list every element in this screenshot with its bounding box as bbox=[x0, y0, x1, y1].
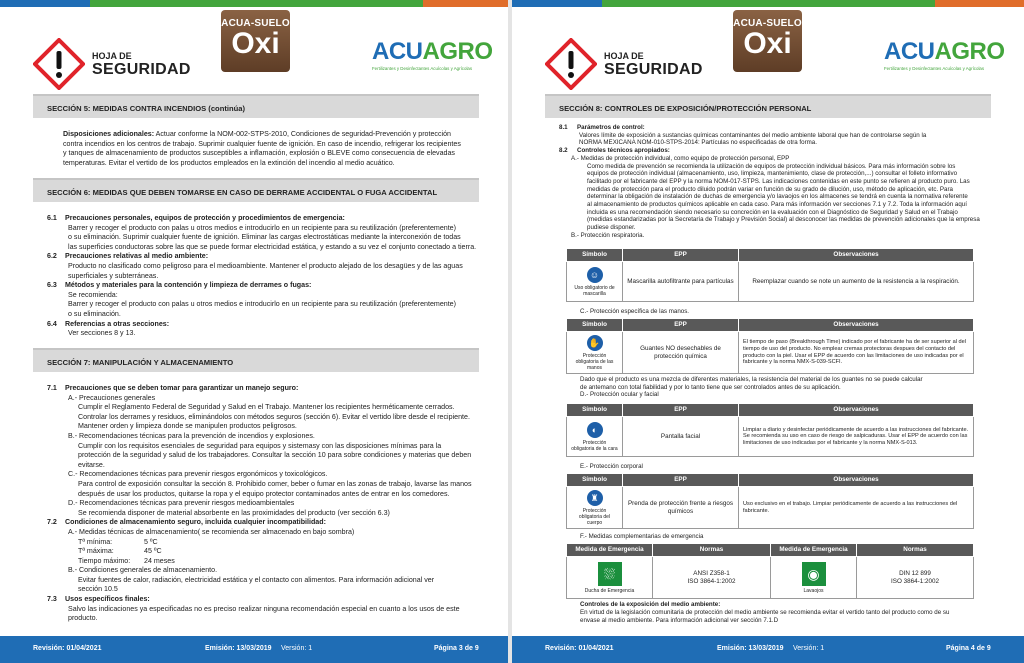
logo-tagline: Fertilizantes y Desinfectantes Acuícolas y Agrícolas bbox=[372, 66, 473, 71]
section-5-header: SECCIÓN 5: MEDIDAS CONTRA INCENDIOS (continúa) bbox=[33, 94, 479, 118]
text: (medidas estandarizadas por la Secretaría de Trabajo y Previsión Social) al desconocer las medidas de prevención adicionales que la empresa bbox=[587, 216, 980, 224]
text: o su eliminación. bbox=[68, 309, 121, 318]
section-8-body bbox=[545, 124, 991, 240]
storage-value: 45 ºC bbox=[144, 547, 162, 556]
text: sección 10.5 bbox=[78, 585, 118, 594]
text: temperaturas. Evitar el vertido de los productos empleados en la extinción del incendio al medio acuático. bbox=[63, 158, 395, 167]
th-observations: Observaciones bbox=[739, 249, 974, 262]
table-row bbox=[567, 557, 974, 599]
top-color-bar bbox=[0, 0, 512, 7]
th-symbol: Símbolo bbox=[567, 474, 623, 487]
text: Salvo las indicaciones ya especificadas no es preciso realizar ninguna recomendación especial en cuanto a los usos de este bbox=[68, 604, 460, 613]
text: producto. bbox=[68, 614, 98, 623]
table-header-row bbox=[567, 474, 974, 487]
revision: Revisión: 01/04/2021 bbox=[545, 645, 614, 652]
item-title: Referencias a otras secciones: bbox=[65, 319, 170, 328]
symbol-label: Protección obligatoria de las manos bbox=[575, 352, 614, 371]
text: Valores límite de exposición a sustancias químicas contaminantes del medio ambiente laboral que han de controlarse según la bbox=[579, 131, 927, 139]
emission: Emisión: 13/03/2019 bbox=[205, 645, 272, 652]
hazard-warning-icon bbox=[33, 38, 85, 90]
body-subtitle: E.- Protección corporal bbox=[580, 463, 643, 470]
text: Barrer y recoger el producto con palas u otros medios e introducirlo en un recipiente para su reutilización (preferentemente) bbox=[68, 300, 456, 309]
text: A.- Medidas técnicas de almacenamiento( se recomienda ser almacenado en bajo sombra) bbox=[68, 527, 355, 536]
doc-type-label: HOJA DE bbox=[604, 51, 644, 61]
text: D.- Protección ocular y facial bbox=[580, 391, 659, 399]
norm: ANSI Z358-1 bbox=[693, 569, 730, 577]
th-symbol: Símbolo bbox=[567, 249, 623, 262]
th-epp: EPP bbox=[623, 319, 739, 332]
protective-suit-icon: ♜ bbox=[587, 490, 603, 506]
text: de antemano con total fiabilidad y por lo tanto tiene que ser controlados antes de su aplicación. bbox=[580, 383, 841, 391]
text: determinar la obligación de instalación de duchas de emergencia y/o lavaojos en los almacenes se tendrá en cuenta la normativa referente bbox=[587, 193, 968, 201]
environment-controls bbox=[580, 601, 980, 625]
text: B.- Recomendaciones técnicas para la prevención de incendios y explosiones. bbox=[68, 431, 315, 440]
observation-cell: El tiempo de paso (Breakthrough Time) indicado por el fabricante ha de ser superior al del tiempo de uso del producto. No emplear cremas protectoras despues del contacto del producto con la piel. Usar el EPP de acuerdo con las limitaciones de uso indicadas por el fabricante y la norma NMX-S-039-SCFI. bbox=[739, 332, 974, 374]
text: al almacenamiento de productos químicos aplicable en cada caso. Para más información ver secciones 7.1 y 7.2. Toda la información aquí bbox=[587, 201, 967, 209]
emission: Emisión: 13/03/2019 bbox=[717, 645, 784, 652]
symbol-label: Protección obligatoria de la cara bbox=[571, 439, 618, 452]
text: facilitado por el fabricante del EPP y la norma NOM-017-STPS. Las indicaciones contenidas en este punto se refieren al producto puro. Las bbox=[587, 177, 970, 185]
product-logo-main: Oxi bbox=[231, 27, 280, 60]
eyewash-icon: ◉ bbox=[802, 562, 826, 586]
storage-key: Tiempo máximo: bbox=[78, 556, 131, 565]
item-number: 8.1 bbox=[559, 124, 568, 131]
text: B.- Protección respiratoria. bbox=[571, 231, 645, 239]
th-norms: Normas bbox=[653, 544, 771, 557]
text: equipos de protección individual (almacenamiento, uso, limpieza, mantenimiento, clase de protección,...) consultar el folleto informativo bbox=[587, 170, 958, 178]
text: Barrer y recoger el producto con palas u otros medios e introducirlo en un recipiente para su reutilización (preferentemente) bbox=[68, 223, 456, 232]
ppe-table-hands bbox=[566, 318, 974, 374]
mask-icon: ☺ bbox=[587, 267, 603, 283]
text: contra incendios en los centros de trabajo. Suprimir cualquier fuente de ignición. En caso de incendio, refrigerar los recipientes bbox=[63, 139, 461, 148]
text: NORMA MEXICANA NOM-010-STPS-2014: Partículas no especificadas de otra forma. bbox=[579, 139, 817, 147]
product-logo bbox=[221, 10, 290, 72]
item-title: Condiciones de almacenamiento seguro, incluida cualquier incompatibilidad: bbox=[65, 518, 326, 527]
gloves-icon: ✋ bbox=[587, 335, 603, 351]
section-7-body bbox=[33, 384, 479, 624]
table-row bbox=[567, 417, 974, 457]
product-logo bbox=[733, 10, 802, 72]
text: o su eliminación. Suprimir cualquier fuente de ignición. Eliminar las cargas electrostáticas mediante la interconexión de todas bbox=[68, 233, 461, 242]
label: Disposiciones adicionales: bbox=[63, 130, 155, 138]
item-title: Precauciones que se deben tomar para garantizar un manejo seguro: bbox=[65, 384, 299, 392]
th-measure: Medida de Emergencia bbox=[567, 544, 653, 557]
table-row bbox=[567, 262, 974, 302]
text: Producto no clasificado como peligroso para el medioambiente. Mantener el producto alejado de los desagües y de las aguas bbox=[68, 261, 463, 270]
table-header-row bbox=[567, 544, 974, 557]
th-symbol: Símbolo bbox=[567, 404, 623, 417]
logo-part-a: ACU bbox=[372, 38, 423, 65]
emergency-subtitle: F.- Medidas complementarias de emergencia bbox=[580, 533, 704, 540]
item-number: 7.2 bbox=[47, 518, 57, 527]
acuagro-logo bbox=[372, 38, 493, 76]
ppe-table-respiratory bbox=[566, 248, 974, 302]
ppe-table-face bbox=[566, 403, 974, 457]
item-title: Métodos y materiales para la contención y limpieza de derrames o fugas: bbox=[65, 281, 312, 290]
text: A.- Medidas de protección individual, como equipo de protección personal, EPP bbox=[571, 154, 790, 162]
text: Como medida de prevención se recomienda la utilización de equipos de protección individual básicos. Para más información sobre los bbox=[587, 162, 956, 170]
text: Evitar fuentes de calor, radiación, electricidad estática y el contacto con alimentos. Para información adicional ver bbox=[78, 575, 435, 584]
text: envase al medio ambiente. Para información adicional ver sección 7.1.D bbox=[580, 617, 779, 624]
item-number: 6.4 bbox=[47, 319, 57, 328]
epp-cell: Guantes NO desechables de protección química bbox=[623, 332, 739, 374]
item-number: 6.2 bbox=[47, 252, 57, 261]
item-number: 7.1 bbox=[47, 384, 57, 392]
item-number: 7.3 bbox=[47, 595, 57, 604]
text: Dado que el producto es una mezcla de diferentes materiales, la resistencia del material de los guantes no se puede calcular bbox=[580, 376, 923, 383]
section-8-header: SECCIÓN 8: CONTROLES DE EXPOSICIÓN/PROTECCIÓN PERSONAL bbox=[545, 94, 991, 118]
logo-tagline: Fertilizantes y Desinfectantes Acuícolas y Agrícolas bbox=[884, 66, 985, 71]
product-logo-top: ACUA-SUELO bbox=[221, 18, 290, 29]
text: después de usar los productos, quitarse la ropa y el equipo protector contaminados antes de entrar en los comedores. bbox=[78, 489, 450, 498]
revision: Revisión: 01/04/2021 bbox=[33, 645, 102, 652]
env-title: Controles de la exposición del medio ambiente: bbox=[580, 601, 721, 608]
text: medidas de protección para el producto diluido podrán variar en función de su grado de dilución, uso, método de aplicación, etc. Para bbox=[587, 185, 953, 193]
th-measure: Medida de Emergencia bbox=[771, 544, 857, 557]
th-norms: Normas bbox=[857, 544, 974, 557]
th-epp: EPP bbox=[623, 474, 739, 487]
th-symbol: Símbolo bbox=[567, 319, 623, 332]
text: evitarse. bbox=[78, 460, 105, 469]
item-number: 6.1 bbox=[47, 214, 57, 222]
text: C.- Recomendaciones técnicas para prevenir riesgos ergonómicos y toxicológicos. bbox=[68, 470, 328, 479]
logo-part-b: AGRO bbox=[934, 38, 1005, 65]
storage-key: Tª mínima: bbox=[78, 537, 113, 546]
text: protección de la seguridad y salud de los trabajadores. Consultar la sección 10 para sobre condiciones y materias que deben bbox=[78, 451, 472, 460]
th-epp: EPP bbox=[623, 404, 739, 417]
emergency-table bbox=[566, 543, 974, 599]
doc-type-label: HOJA DE bbox=[92, 51, 132, 61]
version: Versión: 1 bbox=[793, 645, 825, 652]
text: Cumplir con los requisitos esenciales de seguridad para equipos y sistemasy con las disposiciones mínimas para la bbox=[78, 441, 442, 450]
text: Actuar conforme la NOM-002-STPS-2010, Condiciones de seguridad-Prevención y protección bbox=[154, 130, 451, 138]
text: y tanques de almacenamiento de productos susceptibles a inflamación, explosión o BLEVE como consecuencia de elevadas bbox=[63, 149, 455, 158]
doc-type-title: SEGURIDAD bbox=[604, 61, 703, 78]
text: A.- Precauciones generales bbox=[68, 393, 156, 402]
acuagro-logo bbox=[884, 38, 1005, 76]
product-logo-main: Oxi bbox=[743, 27, 792, 60]
page-footer bbox=[0, 636, 512, 663]
table-header-row bbox=[567, 404, 974, 417]
table-header-row bbox=[567, 319, 974, 332]
table-row bbox=[567, 487, 974, 529]
symbol-label: Ducha de Emergencia bbox=[584, 587, 635, 594]
text: B.- Condiciones generales de almacenamiento. bbox=[68, 566, 218, 575]
text: superficiales y subterráneas. bbox=[68, 271, 159, 280]
text: Mantener orden y limpieza donde se manipulen productos peligrosos. bbox=[78, 422, 297, 431]
th-observations: Observaciones bbox=[739, 474, 974, 487]
text: Para control de exposición consultar la sección 8. Prohibido comer, beber o fumar en las zonas de trabajo, lavarse las manos bbox=[78, 479, 472, 488]
text: Se recomienda: bbox=[68, 290, 118, 299]
hazard-warning-icon bbox=[545, 38, 597, 90]
section-6-header: SECCIÓN 6: MEDIDAS QUE DEBEN TOMARSE EN CASO DE DERRAME ACCIDENTAL O FUGA ACCIDENTAL bbox=[33, 178, 479, 202]
item-title: Parámetros de control: bbox=[577, 124, 645, 131]
norm: ISO 3864-1:2002 bbox=[891, 577, 939, 585]
item-number: 6.3 bbox=[47, 281, 57, 290]
norm: ISO 3864-1:2002 bbox=[687, 577, 736, 585]
item-number: 8.2 bbox=[559, 147, 568, 155]
epp-cell: Prenda de protección frente a riesgos químicos bbox=[623, 487, 739, 529]
emergency-shower-icon: ⛆ bbox=[598, 562, 622, 586]
face-shield-icon: ◐ bbox=[587, 422, 603, 438]
ppe-table-body bbox=[566, 473, 974, 529]
item-title: Usos específicos finales: bbox=[65, 595, 150, 604]
text: incluida es una recomendación siendo necesario su concreción en la evaluación con el Diagnóstico de Seguridad y Salud en el Trabajo bbox=[587, 208, 958, 216]
hands-subtitle: C.- Protección específica de las manos. bbox=[580, 308, 690, 315]
logo-part-b: AGRO bbox=[422, 38, 493, 65]
text: D.- Recomendaciones técnicas para prevenir riesgos medioambientales bbox=[68, 499, 295, 508]
storage-key: Tª máxima: bbox=[78, 547, 114, 556]
text: Ver secciones 8 y 13. bbox=[68, 329, 136, 338]
product-logo-top: ACUA-SUELO bbox=[733, 18, 802, 29]
symbol-label: Uso obligatorio de mascarilla bbox=[574, 284, 615, 297]
page-footer bbox=[512, 636, 1024, 663]
section-5-body bbox=[33, 130, 479, 168]
page-number: Página 3 de 9 bbox=[434, 645, 479, 652]
observation-cell: Limpiar a diario y desinfectar periódicamente de acuerdo a las instrucciones del fabricante. Se recomienda su uso en caso de riesgo de salpicaduras. Usar el EPP de acuerdo con las limitaciones de uso indicadas por el fabricante y la norma NMX-S-013. bbox=[739, 417, 974, 457]
epp-cell: Pantalla facial bbox=[623, 417, 739, 457]
item-title: Precauciones personales, equipos de protección y procedimientos de emergencia: bbox=[65, 214, 345, 222]
section-6-body bbox=[33, 214, 479, 339]
storage-value: 24 meses bbox=[144, 556, 175, 565]
th-observations: Observaciones bbox=[739, 404, 974, 417]
logo-part-a: ACU bbox=[884, 38, 935, 65]
doc-type-title: SEGURIDAD bbox=[92, 61, 191, 78]
text: Controlar los derrames y residuos, eliminándolos con métodos seguros (sección 6). Evitar el vertido libre desde el recipiente. bbox=[78, 412, 470, 421]
epp-cell: Mascarilla autofiltrante para partículas bbox=[623, 262, 739, 302]
observation-cell: Reemplazar cuando se note un aumento de la resistencia a la respiración. bbox=[739, 262, 974, 302]
table-row bbox=[567, 332, 974, 374]
text: En virtud de la legislación comunitaria de protección del medio ambiente se recomienda evitar el vertido tanto del producto como de su bbox=[580, 609, 950, 616]
th-observations: Observaciones bbox=[739, 319, 974, 332]
page-number: Página 4 de 9 bbox=[946, 645, 991, 652]
storage-value: 5 ºC bbox=[144, 537, 158, 546]
symbol-label: Protección obligatoria del cuerpo bbox=[578, 507, 611, 526]
text: pudiese disponer. bbox=[587, 224, 636, 232]
hands-note bbox=[580, 376, 980, 399]
item-title: Precauciones relativas al medio ambiente: bbox=[65, 252, 209, 261]
observation-cell: Uso exclusivo en el trabajo. Limpiar periódicamente de acuerdo a las instrucciones del fabricante. bbox=[739, 487, 974, 529]
th-epp: EPP bbox=[623, 249, 739, 262]
text: Se recomienda disponer de material absorbente en las proximidades del producto (ver sección 6.3) bbox=[78, 508, 390, 517]
version: Versión: 1 bbox=[281, 645, 313, 652]
text: las superficies conductoras sobre las que se puede formar electricidad estática, y estando a su vez el conjunto conectado a tierra. bbox=[68, 242, 477, 251]
top-color-bar bbox=[512, 0, 1024, 7]
section-7-header: SECCIÓN 7: MANIPULACIÓN Y ALMACENAMIENTO bbox=[33, 348, 479, 372]
symbol-label: Lavaojos bbox=[803, 587, 824, 594]
text: Cumplir el Reglamento Federal de Seguridad y Salud en el Trabajo. Mantener los recipientes herméticamente cerrados. bbox=[78, 403, 455, 412]
item-title: Controles técnicos apropiados: bbox=[577, 147, 670, 155]
norm: DIN 12 899 bbox=[899, 569, 931, 577]
table-header-row bbox=[567, 249, 974, 262]
